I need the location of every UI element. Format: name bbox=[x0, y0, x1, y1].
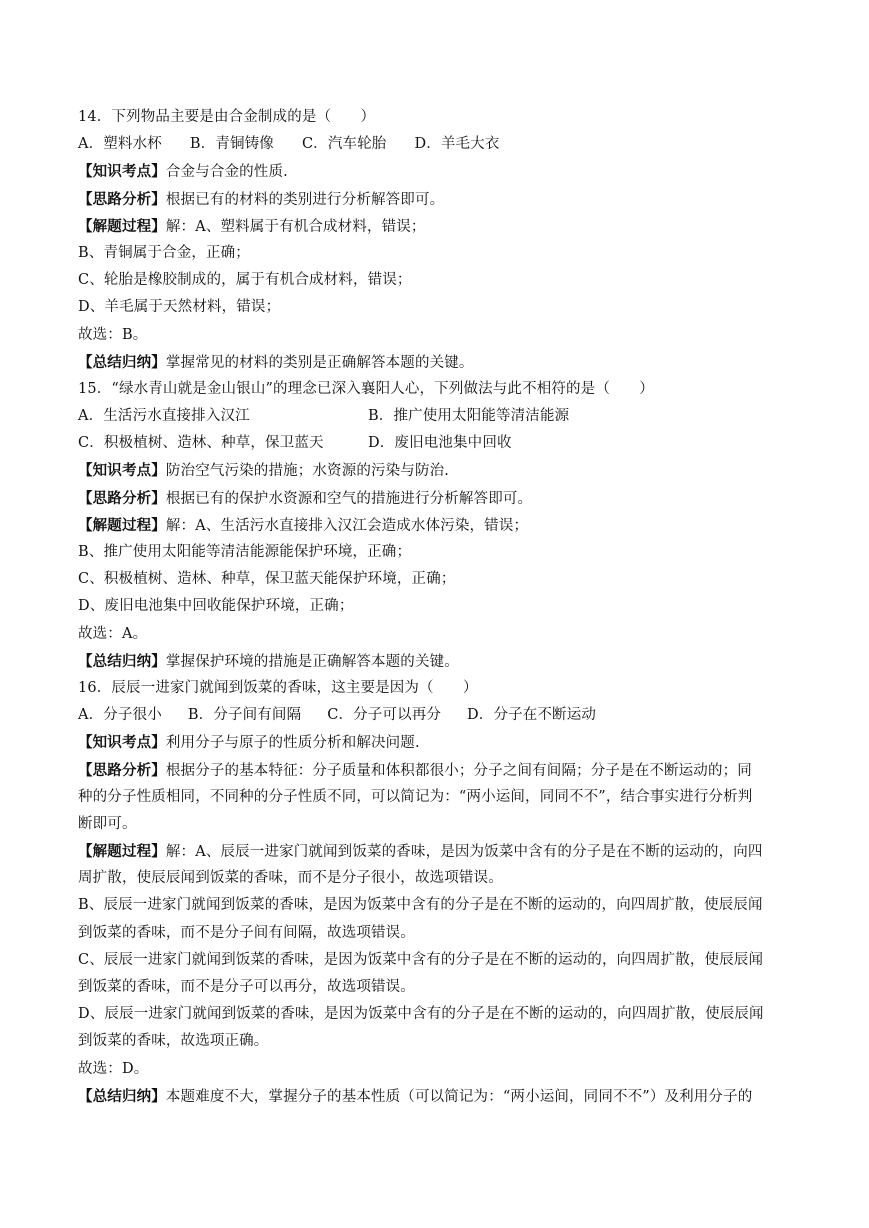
q15-analysis-tag: 【思路分析】 bbox=[78, 489, 166, 507]
q14-process bbox=[78, 213, 794, 240]
q14-analysis-tag: 【思路分析】 bbox=[78, 190, 166, 208]
q14-answer: 故选：B。 bbox=[78, 326, 148, 343]
q15-option-a: A．生活污水直接排入汉江 bbox=[78, 408, 250, 425]
q16-analysis-line-1 bbox=[78, 757, 794, 784]
q14-process-tag: 【解题过程】 bbox=[78, 217, 166, 235]
q16-analysis-line-3: 断即可。 bbox=[78, 815, 137, 832]
q16-analysis-tag: 【思路分析】 bbox=[78, 761, 166, 779]
q16-b-line-2: 到饭菜的香味，而不是分子间有间隔，故选项错误。 bbox=[78, 924, 415, 941]
q16-process-line-2: 周扩散，使辰辰闻到饭菜的香味，而不是分子很小，故选项错误。 bbox=[78, 870, 503, 887]
q16-d-line-1: D、辰辰一进家门就闻到饭菜的香味，是因为饭菜中含有的分子是在不断的运动的，向四周扩散，使辰辰闻 bbox=[78, 1006, 764, 1023]
q15-summary-text: 掌握保护环境的措施是正确解答本题的关键。 bbox=[165, 653, 459, 670]
q15-answer: 故选：A。 bbox=[78, 625, 148, 642]
q14-knowledge bbox=[78, 158, 794, 185]
q14-knowledge-text: 合金与合金的性质. bbox=[165, 164, 288, 181]
q16-b-line-1: B、辰辰一进家门就闻到饭菜的香味，是因为饭菜中含有的分子是在不断的运动的，向四周扩散，使辰辰闻 bbox=[78, 897, 763, 914]
q16-options bbox=[78, 702, 794, 729]
q14-summary bbox=[78, 349, 794, 376]
q16-analysis-line-2: 种的分子性质相同，不同种的分子性质不同，可以简记为：“两小运间，同同不不”，结合事实进行分析判 bbox=[78, 788, 753, 805]
q15-line-d: D、废旧电池集中回收能保护环境，正确； bbox=[78, 598, 354, 615]
q15-line-b: B、推广使用太阳能等清洁能源能保护环境，正确； bbox=[78, 544, 412, 560]
q15-knowledge-text: 防治空气污染的措施；水资源的污染与防治. bbox=[165, 463, 450, 480]
q16-process-line-1 bbox=[78, 838, 794, 865]
q14-stem: 14．下列物品主要是由合金制成的是（ ） bbox=[78, 109, 376, 125]
q16-option-a: A．分子很小 bbox=[78, 707, 162, 724]
q14-knowledge-tag: 【知识考点】 bbox=[78, 163, 166, 181]
q14-option-b: B．青铜铸像 bbox=[189, 136, 274, 153]
q16-knowledge bbox=[78, 729, 794, 756]
q14-summary-text: 掌握常见的材料的类别是正确解答本题的关键。 bbox=[165, 354, 474, 371]
q15-analysis-text: 根据已有的保护水资源和空气的措施进行分析解答即可。 bbox=[165, 490, 533, 507]
q15-process-tag: 【解题过程】 bbox=[78, 516, 166, 534]
q16-option-d: D．分子在不断运动 bbox=[467, 707, 597, 724]
q14-process-text: 解：A、塑料属于有机合成材料，错误； bbox=[165, 218, 426, 235]
q16-option-c: C．分子可以再分 bbox=[327, 707, 442, 724]
q16-summary bbox=[78, 1083, 794, 1110]
q15-process-text: 解：A、生活污水直接排入汉江会造成水体污染，错误； bbox=[165, 517, 529, 534]
q14-line-b: B、青铜属于合金，正确； bbox=[78, 244, 250, 261]
q14-line-c: C、轮胎是橡胶制成的，属于有机合成材料，错误； bbox=[78, 272, 412, 289]
q15-option-b: B．推广使用太阳能等清洁能源 bbox=[368, 408, 570, 425]
q16-option-b: B．分子间有间隔 bbox=[187, 707, 302, 724]
q15-line-c: C、积极植树、造林、种草，保卫蓝天能保护环境，正确； bbox=[78, 571, 456, 588]
q16-summary-text: 本题难度不大，掌握分子的基本性质（可以简记为：“两小运间，同同不不”）及利用分子的 bbox=[165, 1088, 753, 1105]
q14-line-d: D、羊毛属于天然材料，错误； bbox=[78, 299, 281, 316]
q15-options-row-2 bbox=[78, 430, 794, 457]
q14-analysis bbox=[78, 186, 794, 213]
q15-options-row-1 bbox=[78, 403, 794, 430]
q16-knowledge-tag: 【知识考点】 bbox=[78, 734, 166, 752]
q15-stem: 15．“绿水青山就是金山银山”的理念已深入襄阳人心，下列做法与此不相符的是（ ） bbox=[78, 380, 654, 397]
q14-option-c: C．汽车轮胎 bbox=[301, 136, 387, 153]
q15-knowledge bbox=[78, 457, 794, 484]
q15-knowledge-tag: 【知识考点】 bbox=[78, 462, 166, 480]
q16-c-line-2: 到饭菜的香味，而不是分子可以再分，故选项错误。 bbox=[78, 979, 415, 995]
q15-process bbox=[78, 512, 794, 539]
q15-summary-tag: 【总结归纳】 bbox=[78, 652, 166, 670]
q14-options bbox=[78, 131, 794, 158]
q14-option-a: A．塑料水杯 bbox=[78, 136, 162, 153]
q16-knowledge-text: 利用分子与原子的性质分析和解决问题. bbox=[165, 735, 420, 752]
q15-analysis bbox=[78, 485, 794, 512]
q15-option-c: C．积极植树、造林、种草，保卫蓝天 bbox=[78, 435, 324, 452]
q16-process-tag: 【解题过程】 bbox=[78, 843, 166, 861]
q14-option-d: D．羊毛大衣 bbox=[414, 136, 500, 153]
q14-analysis-text: 根据已有的材料的类别进行分析解答即可。 bbox=[165, 191, 445, 208]
q16-answer: 故选：D。 bbox=[78, 1060, 149, 1077]
q16-d-line-2: 到饭菜的香味，故选项正确。 bbox=[78, 1033, 269, 1050]
q16-stem: 16．辰辰一进家门就闻到饭菜的香味，这主要是因为（ ） bbox=[78, 679, 478, 696]
q16-c-line-1: C、辰辰一进家门就闻到饭菜的香味，是因为饭菜中含有的分子是在不断的运动的，向四周扩散，使辰辰闻 bbox=[78, 951, 764, 968]
q15-summary bbox=[78, 648, 794, 675]
q14-summary-tag: 【总结归纳】 bbox=[78, 353, 166, 371]
document-content bbox=[78, 104, 794, 1110]
q16-summary-tag: 【总结归纳】 bbox=[78, 1087, 166, 1105]
q16-analysis-text-1: 根据分子的基本特征：分子质量和体积都很小；分子之间有间隔；分子是在不断运动的；同 bbox=[165, 762, 752, 779]
q15-option-d: D．废旧电池集中回收 bbox=[368, 435, 512, 452]
q16-process-text-1: 解：A、辰辰一进家门就闻到饭菜的香味，是因为饭菜中含有的分子是在不断的运动的，向四 bbox=[165, 844, 763, 861]
